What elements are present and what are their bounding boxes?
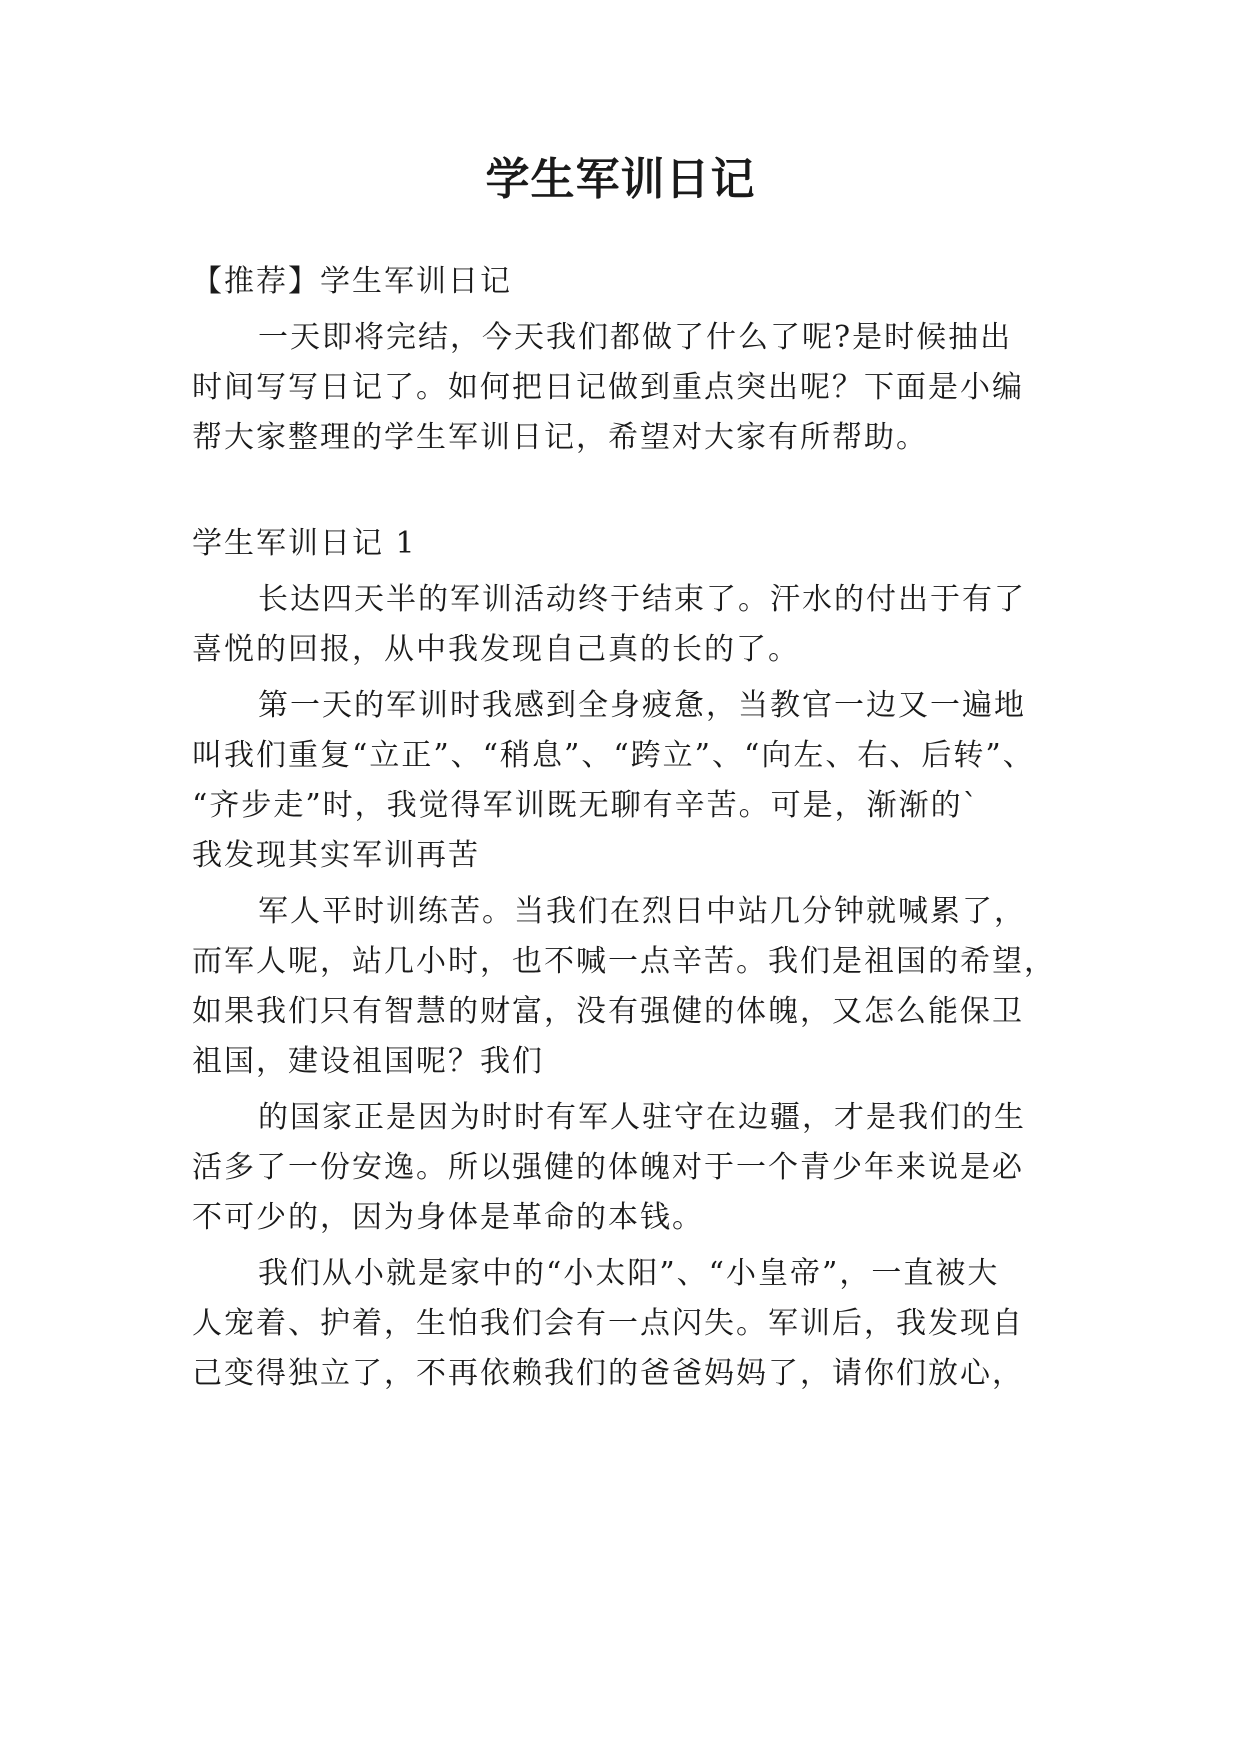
paragraph-line: 如果我们只有智慧的财富，没有强健的体魄，又怎么能保卫 [192,994,1024,1029]
paragraph-line: 军人平时训练苦。当我们在烈日中站几分钟就喊累了， [258,894,1026,929]
paragraph-line: 而军人呢，站几小时，也不喊一点辛苦。我们是祖国的希望， [192,944,1056,979]
paragraph-line: 的国家正是因为时时有军人驻守在边疆，才是我们的生 [258,1100,1026,1135]
paragraph-line: 祖国，建设祖国呢？我们 [192,1044,544,1079]
paragraph-line: “齐步走”时，我觉得军训既无聊有辛苦。可是，渐渐的` [192,788,980,823]
paragraph-line: 己变得独立了，不再依赖我们的爸爸妈妈了，请你们放心， [192,1356,1024,1391]
paragraph-line: 人宠着、护着，生怕我们会有一点闪失。军训后，我发现自 [192,1306,1024,1341]
paragraph-line: 长达四天半的军训活动终于结束了。汗水的付出于有了 [258,582,1026,617]
intro-heading: 【推荐】学生军训日记 [192,264,512,299]
paragraph-line: 不可少的，因为身体是革命的本钱。 [192,1200,704,1235]
intro-line: 帮大家整理的学生军训日记，希望对大家有所帮助。 [192,420,928,455]
document-title: 学生军训日记 [485,154,756,205]
paragraph-line: 第一天的军训时我感到全身疲惫，当教官一边又一遍地 [258,688,1026,723]
section-heading: 学生军训日记 1 [192,526,417,561]
paragraph-line: 叫我们重复“立正”、“稍息”、“跨立”、“向左、右、后转”、 [192,738,1035,773]
paragraph-line: 喜悦的回报，从中我发现自己真的长的了。 [192,632,800,667]
intro-line: 时间写写日记了。如何把日记做到重点突出呢？下面是小编 [192,370,1024,405]
paragraph-line: 活多了一份安逸。所以强健的体魄对于一个青少年来说是必 [192,1150,1024,1185]
paragraph-line: 我发现其实军训再苦 [192,838,480,873]
paragraph-line: 我们从小就是家中的“小太阳”、“小皇帝”，一直被大 [258,1256,1000,1291]
intro-line: 一天即将完结，今天我们都做了什么了呢?是时候抽出 [258,320,1013,355]
